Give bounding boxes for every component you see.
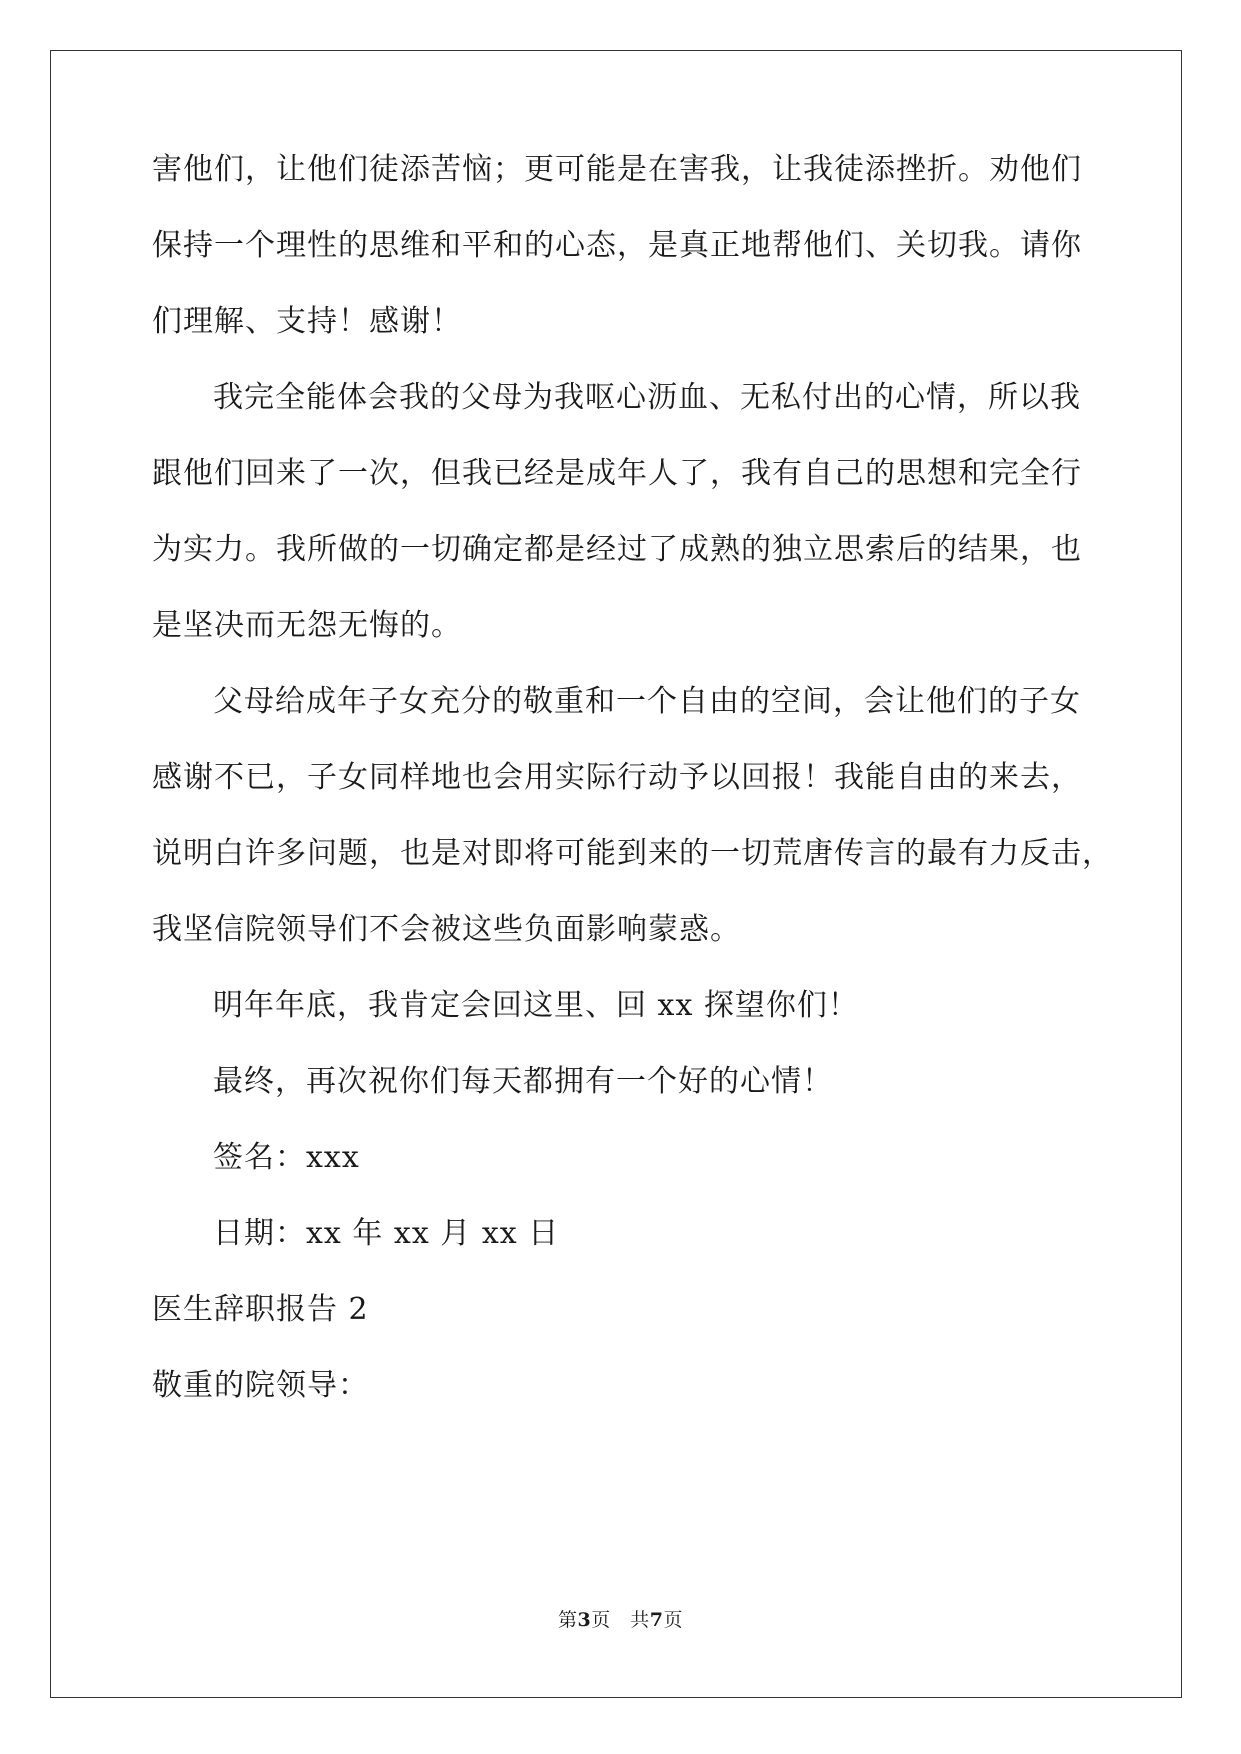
body-line: 说明白许多问题，也是对即将可能到来的一切荒唐传言的最有力反击，	[152, 836, 1113, 871]
body-line: 我完全能体会我的父母为我呕心沥血、无私付出的心情，所以我	[213, 380, 1081, 415]
body-line: 保持一个理性的思维和平和的心态，是真正地帮他们、关切我。请你	[152, 228, 1082, 263]
footer-middle: 页 共	[591, 1609, 650, 1631]
total-pages-number: 7	[649, 1609, 664, 1631]
page-border	[50, 50, 1182, 1698]
body-line: 为实力。我所做的一切确定都是经过了成熟的独立思索后的结果，也	[152, 532, 1082, 567]
body-line: 是坚决而无怨无悔的。	[152, 608, 462, 643]
current-page-number: 3	[577, 1609, 592, 1631]
body-line: 感谢不已，子女同样地也会用实际行动予以回报！我能自由的来去，	[152, 760, 1082, 795]
body-line: 明年年底，我肯定会回这里、回 xx 探望你们！	[213, 988, 859, 1023]
body-line: 父母给成年子女充分的敬重和一个自由的空间，会让他们的子女	[213, 684, 1081, 719]
footer-prefix: 第	[557, 1609, 578, 1631]
body-line: 我坚信院领导们不会被这些负面影响蒙惑。	[152, 912, 741, 947]
salutation: 敬重的院领导：	[152, 1368, 369, 1403]
page-footer	[0, 1605, 1241, 1632]
date-line: 日期：xx 年 xx 月 xx 日	[213, 1216, 560, 1251]
footer-suffix: 页	[663, 1609, 683, 1631]
body-line: 害他们，让他们徒添苦恼；更可能是在害我，让我徒添挫折。劝他们	[152, 152, 1082, 187]
body-line: 跟他们回来了一次，但我已经是成年人了，我有自己的思想和完全行	[152, 456, 1082, 491]
section-title: 医生辞职报告 2	[152, 1292, 369, 1327]
body-line: 们理解、支持！感谢！	[152, 304, 462, 339]
signature-line: 签名：xxx	[213, 1140, 360, 1175]
body-line: 最终，再次祝你们每天都拥有一个好的心情！	[213, 1064, 833, 1099]
